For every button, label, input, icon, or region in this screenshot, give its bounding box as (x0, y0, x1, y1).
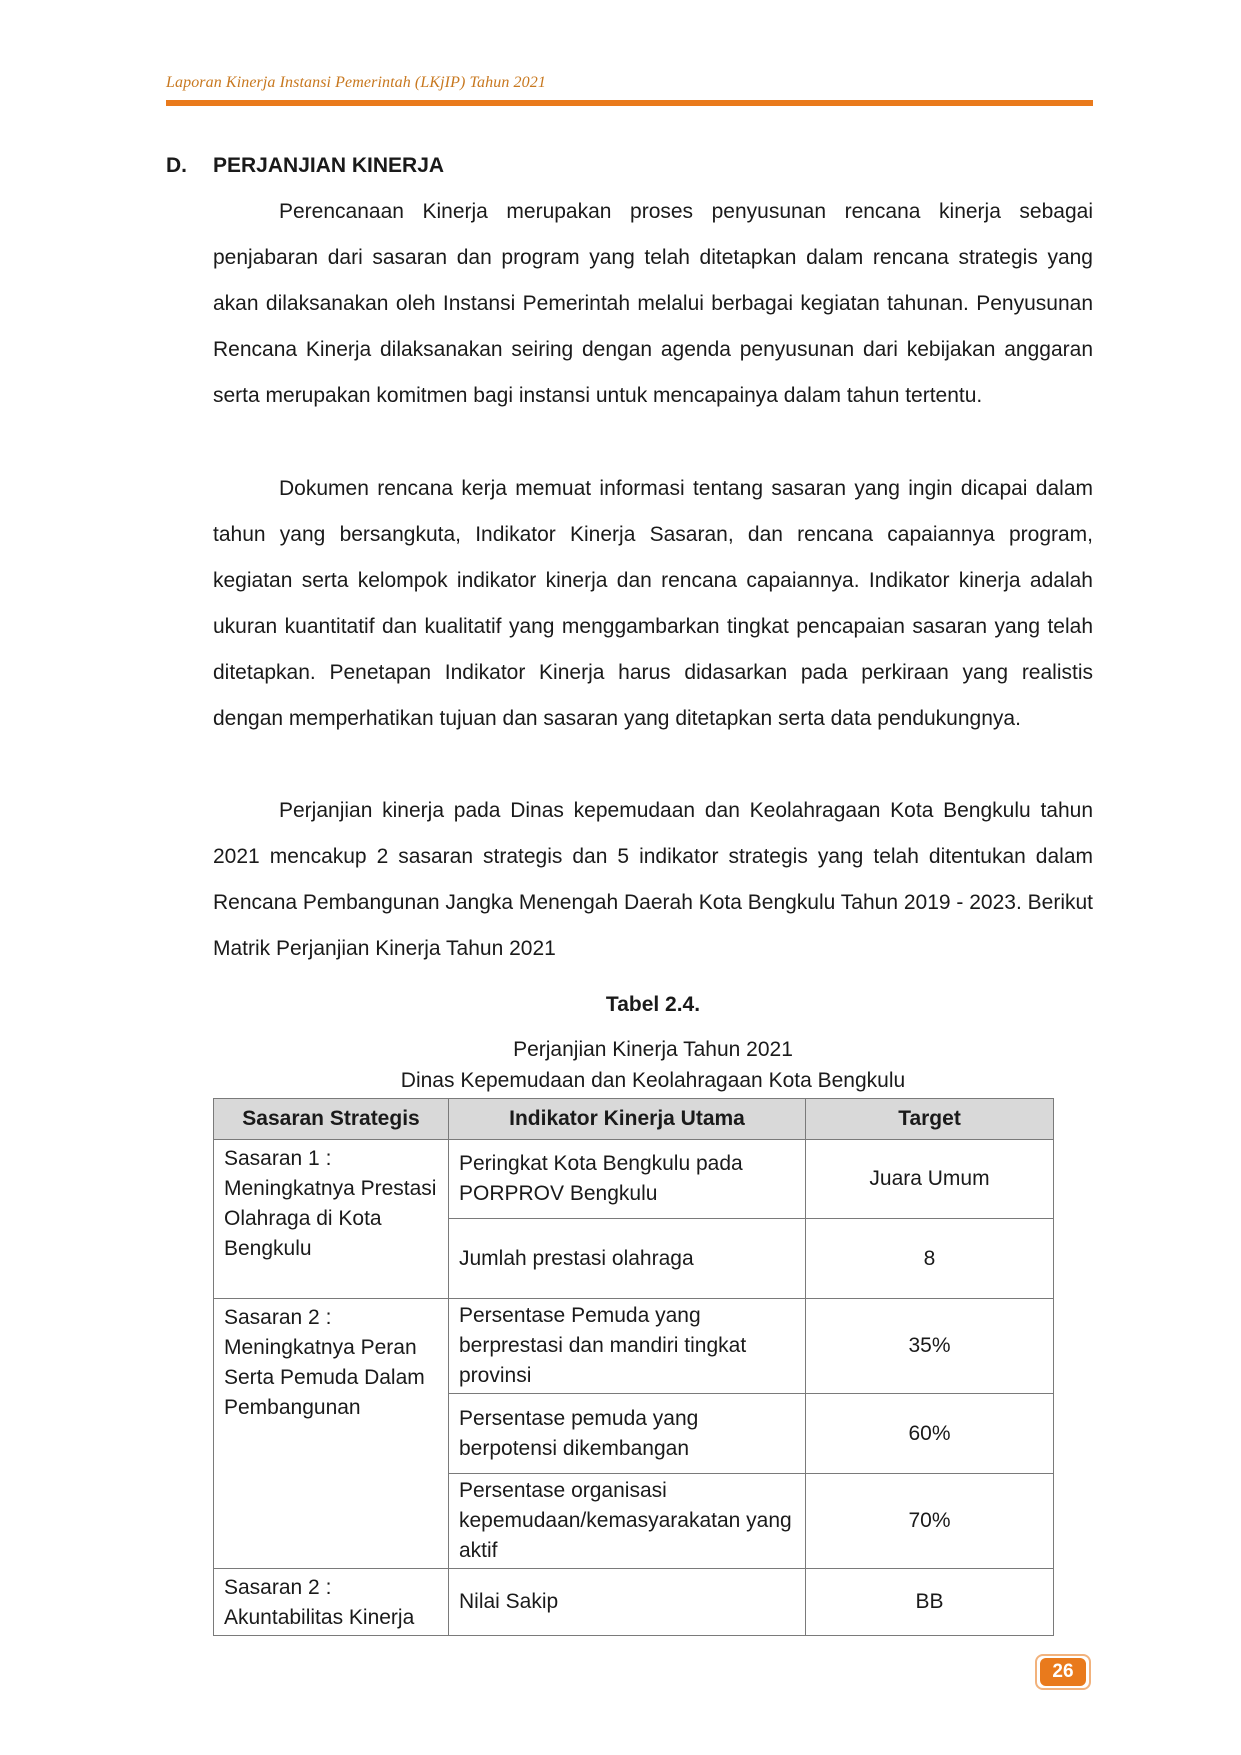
target-cell: 70% (806, 1474, 1054, 1569)
header-divider (166, 100, 1093, 106)
indikator-cell: Jumlah prestasi olahraga (449, 1219, 806, 1299)
column-header-indikator: Indikator Kinerja Utama (449, 1099, 806, 1140)
page-number: 26 (1040, 1658, 1086, 1686)
target-cell: 8 (806, 1219, 1054, 1299)
target-cell: Juara Umum (806, 1140, 1054, 1219)
table-number: Tabel 2.4. (605, 993, 701, 1016)
indikator-cell: Nilai Sakip (449, 1569, 806, 1636)
target-cell: 60% (806, 1394, 1054, 1474)
running-header-title: Laporan Kinerja Instansi Pemerintah (LKjIP) Tahun 2021 (166, 74, 546, 91)
page-number-badge (1035, 1654, 1091, 1690)
paragraph: Perjanjian kinerja pada Dinas kepemudaan dan Keolahragaan Kota Bengkulu tahun 2021 mencakup 2 sasaran strategis dan 5 indikator strategis yang telah ditentukan dalam Rencana Pembangunan Jangka Menengah Daerah Kota Bengkulu Tahun 2019 - 2023. Berikut Matrik Perjanjian Kinerja Tahun 2021 (213, 799, 1093, 960)
section-letter: D. (166, 154, 187, 177)
indikator-cell: Persentase pemuda yang berpotensi dikembangan (449, 1394, 806, 1474)
table-title: Perjanjian Kinerja Tahun 2021 (513, 1038, 793, 1061)
sasaran-label: Sasaran 2 : (224, 1576, 332, 1599)
table-subtitle: Dinas Kepemudaan dan Keolahragaan Kota Bengkulu (400, 1069, 906, 1092)
target-cell: 35% (806, 1299, 1054, 1394)
sasaran-cell (214, 1299, 449, 1569)
indikator-cell: Persentase organisasi kepemudaan/kemasyarakatan yang aktif (449, 1474, 806, 1569)
sasaran-text: Meningkatnya Prestasi Olahraga di Kota Bengkulu (224, 1177, 437, 1260)
indikator-cell: Peringkat Kota Bengkulu pada PORPROV Bengkulu (449, 1140, 806, 1219)
table-row (214, 1299, 1054, 1394)
table-header-row (214, 1099, 1054, 1140)
section-heading (166, 154, 444, 178)
sasaran-text: Meningkatnya Peran Serta Pemuda Dalam Pembangunan (224, 1336, 425, 1419)
column-header-sasaran: Sasaran Strategis (214, 1099, 449, 1140)
indikator-cell: Persentase Pemuda yang berprestasi dan mandiri tingkat provinsi (449, 1299, 806, 1394)
paragraph: Dokumen rencana kerja memuat informasi tentang sasaran yang ingin dicapai dalam tahun yang bersangkuta, Indikator Kinerja Sasaran, dan rencana capaiannya program, kegiatan serta kelompok indikator kinerja dan rencana capaiannya. Indikator kinerja adalah ukuran kuantitatif dan kualitatif yang menggambarkan tingkat pencapaian sasaran yang telah ditetapkan. Penetapan Indikator Kinerja harus didasarkan pada perkiraan yang realistis dengan memperhatikan tujuan dan sasaran yang ditetapkan serta data pendukungnya. (213, 477, 1093, 730)
sasaran-label: Sasaran 1 : (224, 1147, 332, 1170)
performance-agreement-table (213, 1098, 1054, 1636)
table-row (214, 1569, 1054, 1636)
sasaran-label: Sasaran 2 : (224, 1306, 332, 1329)
sasaran-text: Akuntabilitas Kinerja (224, 1606, 415, 1629)
paragraph: Perencanaan Kinerja merupakan proses penyusunan rencana kinerja sebagai penjabaran dari sasaran dan program yang telah ditetapkan dalam rencana strategis yang akan dilaksanakan oleh Instansi Pemerintah melalui berbagai kegiatan tahunan. Penyusunan Rencana Kinerja dilaksanakan seiring dengan agenda penyusunan dari kebijakan anggaran serta merupakan komitmen bagi instansi untuk mencapainya dalam tahun tertentu. (213, 200, 1093, 407)
sasaran-cell (214, 1569, 449, 1636)
section-title: PERJANJIAN KINERJA (213, 154, 445, 177)
target-cell: BB (806, 1569, 1054, 1636)
table-row (214, 1140, 1054, 1219)
column-header-target: Target (806, 1099, 1054, 1140)
sasaran-cell (214, 1140, 449, 1299)
